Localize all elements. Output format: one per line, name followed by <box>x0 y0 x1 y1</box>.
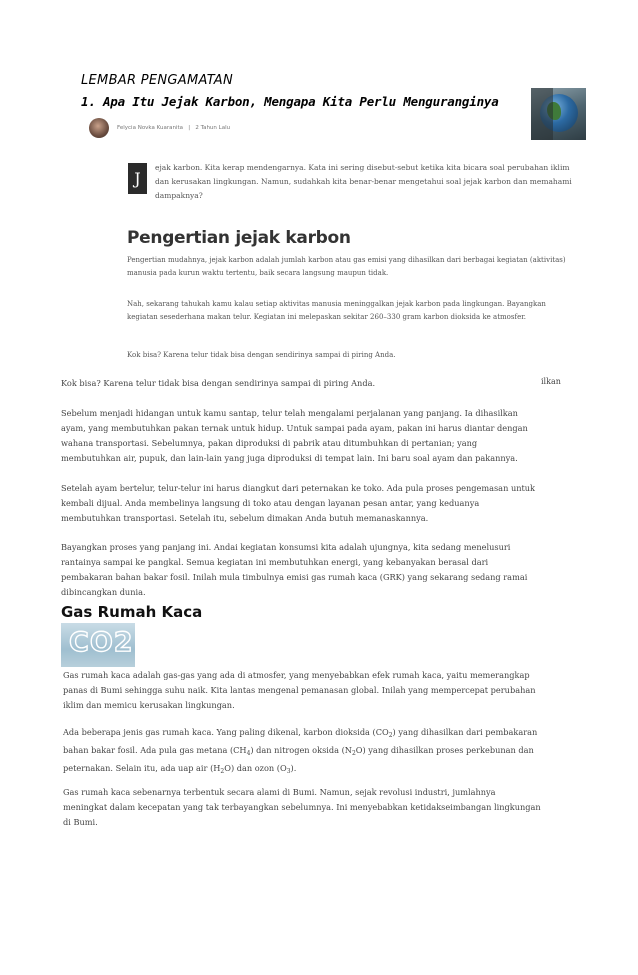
body-paragraph-3: Bayangkan proses yang panjang ini. Andai kegiatan konsumsi kita adalah ujungnya, kita sedang menelusuri rantainya sampai ke pangkal. Semua kegiatan ini membutuhkan energi, yang kebanyakan berasal dari pembakaran bahan bakar fosil. Inilah mula timbulnya emisi gas rumah kaca (GRK) yang sekarang sedang ramai dibincangkan dunia. <box>61 542 528 597</box>
co2-image-label: CO2 <box>69 627 134 658</box>
worksheet-title: LEMBAR PENGAMATAN <box>81 73 234 88</box>
intro-paragraph: ejak karbon. Kita kerap mendengarnya. Kata ini sering disebut-sebut ketika kita bicara soal perubahan iklim dan kerusakan lingkungan. Namun, sudahkah kita benar-benar mengetahui soal jejak karbon dan memahami dampaknya? <box>155 163 572 200</box>
question-heading: 1. Apa Itu Jejak Karbon, Mengapa Kita Perlu Menguranginya <box>81 94 499 109</box>
author-avatar <box>89 118 109 138</box>
author-name: Felycia Novka Kuaranita <box>117 125 184 131</box>
section-heading-gas-rumah-kaca: Gas Rumah Kaca <box>61 603 203 621</box>
definition-paragraph: Pengertian mudahnya, jejak karbon adalah jumlah karbon atau gas emisi yang dihasilkan dari berbagai kegiatan (aktivitas) manusia pada kurun waktu tertentu, baik secara langsung maupun tidak. <box>127 256 566 277</box>
question-paragraph: Kok bisa? Karena telur tidak bisa dengan sendirinya sampai di piring Anda. <box>127 351 396 359</box>
body-paragraph-1: Sebelum menjadi hidangan untuk kamu santap, telur telah mengalami perjalanan yang panjang. Ia dihasilkan ayam, yang membutuhkan pakan ternak untuk hidup. Untuk sampai pada ayam, pakan ini harus diantar dengan wahana transportasi. Sebelumnya, pakan diproduksi di pabrik atau ditumbuhkan di pertanian; yang membutuhkan air, pupuk, dan lain-lain yang juga diproduksi di tempat lain. Ini baru soal ayam dan pakannya. <box>61 408 528 463</box>
egg-example-paragraph: Nah, sekarang tahukah kamu kalau setiap aktivitas manusia meninggalkan jejak karbon pada lingkungan. Bayangkan kegiatan sesederhana makan telur. Kegiatan ini melepaskan sekitar 260–330 gram karbon dioksida ke atmosfer. <box>127 300 546 321</box>
dropcap-letter: J <box>128 163 147 194</box>
cropped-fragment: ilkan <box>541 377 561 386</box>
earth-image <box>531 88 586 140</box>
co2-image <box>61 623 135 667</box>
body-paragraph-2: Setelah ayam bertelur, telur-telur ini harus diangkut dari peternakan ke toko. Ada pula proses pengemasan untuk kembali dijual. Anda membelinya langsung di toko atau dengan layanan pesan antar, yang keduanya membutuhkan transportasi. Setelah itu, sebelum dimakan Anda butuh memanaskannya. <box>61 483 536 523</box>
gas-paragraph-3: Gas rumah kaca sebenarnya terbentuk secara alami di Bumi. Namun, sejak revolusi industri, jumlahnya meningkat dalam kecepatan yang tak terbayangkan sebelumnya. Ini menyebabkan ketidakseimbangan lingkungan di Bumi. <box>63 787 541 827</box>
gas-paragraph-2: Ada beberapa jenis gas rumah kaca. Yang paling dikenal, karbon dioksida $(CO_2)$ yang dihasilkan dari pembakaran bahan bakar fosil. Ada pula gas metana $(CH_4)$ dan nitrogen oksida $(N_2O)$ yang dihasilkan proses perkebunan dan peternakan. Selain itu, ada uap air $(H_2O)$ dan ozon $(O_3)$. <box>63 727 538 775</box>
post-time: 2 Tahun Lalu <box>195 125 231 131</box>
article-byline <box>89 118 230 138</box>
section-heading-pengertian: Pengertian jejak karbon <box>127 228 351 248</box>
gas-paragraph-1: Gas rumah kaca adalah gas-gas yang ada di atmosfer, yang menyebabkan efek rumah kaca, yaitu memerangkap panas di Bumi sehingga suhu naik. Kita lantas mengenal pemanasan global. Inilah yang mempercepat perubahan iklim dan memicu kerusakan lingkungan. <box>63 670 536 710</box>
body-paragraph-0: Kok bisa? Karena telur tidak bisa dengan sendirinya sampai di piring Anda. <box>61 378 376 388</box>
byline-separator: | <box>188 125 191 131</box>
